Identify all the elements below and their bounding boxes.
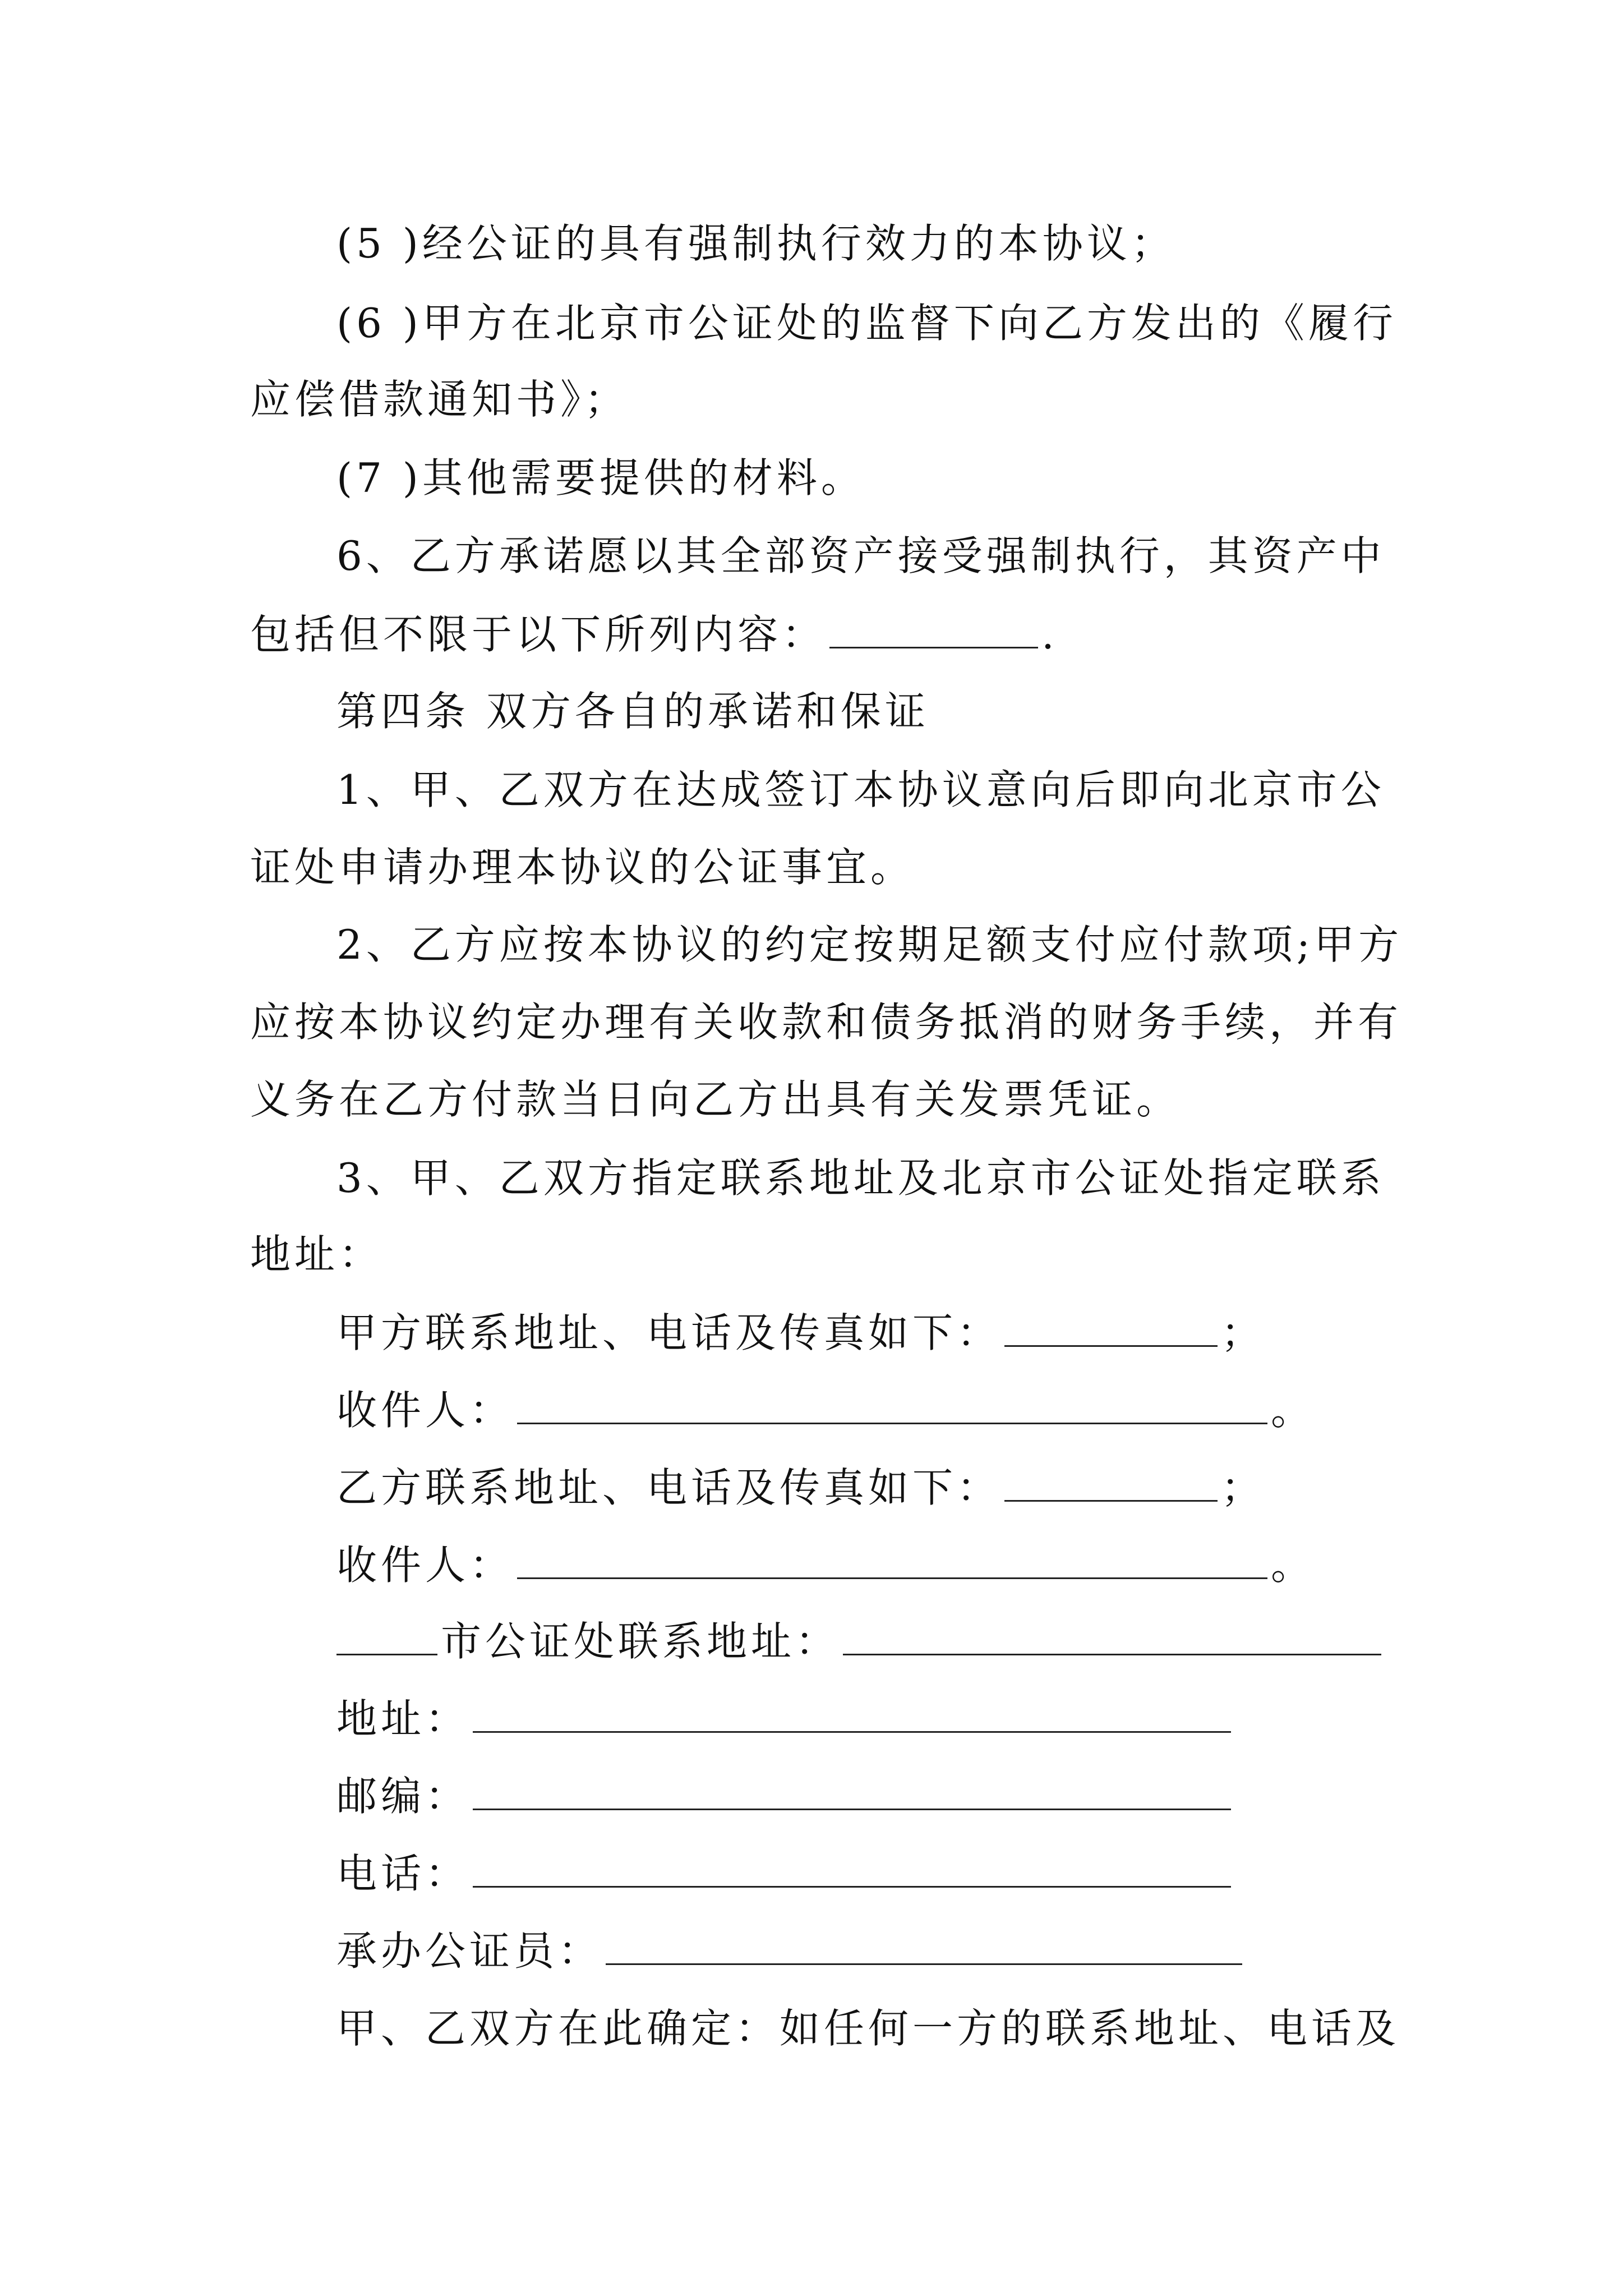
item-6-continuation-text: 应偿借款通知书》；	[250, 376, 629, 423]
clause-6-continuation-text: 包括但不限于以下所列内容：	[250, 611, 827, 658]
a4-clause-1-text: 1、甲、乙双方在达成签订本协议意向后即向北京市公	[336, 766, 1385, 813]
phone-blank[interactable]	[473, 1851, 1231, 1888]
a4-clause-2-line	[336, 919, 1403, 970]
a4-clause-1-continuation	[250, 841, 915, 893]
postcode-blank[interactable]	[473, 1774, 1231, 1810]
city-blank[interactable]	[336, 1619, 437, 1655]
article-4-heading-text: 第四条 双方各自的承诺和保证	[336, 688, 929, 735]
party-a-recipient-end: 。	[1271, 1387, 1316, 1434]
notary-officer-line	[336, 1925, 1246, 1977]
clause-6-text: 6、乙方承诺愿以其全部资产接受强制执行，其资产中	[336, 532, 1385, 579]
item-5-line	[336, 218, 1175, 269]
confirmation-line	[336, 2003, 1400, 2054]
item-7-text: (7 )其他需要提供的材料。	[336, 454, 865, 501]
party-b-contact-label: 乙方联系地址、电话及传真如下：	[336, 1464, 1002, 1511]
party-b-recipient-line	[336, 1539, 1315, 1591]
party-a-recipient-blank[interactable]	[517, 1388, 1267, 1424]
a4-clause-2-continuation-2-text: 义务在乙方付款当日向乙方出具有关发票凭证。	[250, 1076, 1181, 1123]
a4-clause-2-continuation-1-text: 应按本协议约定办理有关收款和债务抵消的财务手续，并有	[250, 999, 1403, 1046]
notary-officer-label: 承办公证员：	[336, 1927, 603, 1975]
party-a-recipient-line	[336, 1384, 1315, 1436]
a4-clause-3-line	[336, 1152, 1385, 1204]
item-7-line	[336, 452, 865, 504]
party-b-recipient-end: 。	[1271, 1542, 1316, 1589]
party-b-contact-blank[interactable]	[1004, 1465, 1218, 1502]
a4-clause-1-continuation-text: 证处申请办理本协议的公证事宜。	[250, 844, 915, 891]
address-blank[interactable]	[473, 1696, 1231, 1733]
notary-address-line	[336, 1616, 1385, 1667]
article-4-heading	[336, 685, 929, 737]
party-a-contact-blank[interactable]	[1004, 1310, 1218, 1347]
notary-address-label: 市公证处联系地址：	[441, 1618, 840, 1665]
party-a-contact-end: ；	[1221, 1309, 1266, 1356]
a4-clause-1-line	[336, 764, 1385, 816]
party-b-contact-end: ；	[1221, 1464, 1266, 1511]
item-6-text: (6 )甲方在北京市公证处的监督下向乙方发出的《履行	[336, 300, 1397, 347]
address-line	[336, 1693, 1234, 1745]
postcode-line	[336, 1770, 1234, 1822]
party-b-contact-line	[336, 1462, 1265, 1513]
phone-label: 电话：	[336, 1850, 470, 1897]
postcode-label: 邮编：	[336, 1773, 470, 1820]
clause-6-period: .	[1041, 611, 1058, 658]
item-6-continuation	[250, 374, 629, 425]
a4-clause-3-continuation-text: 地址：	[250, 1231, 384, 1278]
notary-officer-blank[interactable]	[606, 1929, 1242, 1965]
party-b-recipient-label: 收件人：	[336, 1542, 514, 1589]
a4-clause-2-continuation-1	[250, 996, 1402, 1048]
a4-clause-3-continuation	[250, 1228, 383, 1280]
party-a-contact-line	[336, 1307, 1265, 1359]
a4-clause-2-text: 2、乙方应按本协议的约定按期足额支付应付款项;甲方	[336, 921, 1403, 968]
party-a-contact-label: 甲方联系地址、电话及传真如下：	[336, 1309, 1002, 1356]
address-label: 地址：	[336, 1695, 470, 1742]
item-5-text: (5 )经公证的具有强制执行效力的本协议；	[336, 220, 1175, 267]
notary-address-blank[interactable]	[843, 1619, 1381, 1655]
phone-line	[336, 1848, 1234, 1899]
a4-clause-2-continuation-2	[250, 1074, 1181, 1125]
confirmation-text: 甲、乙双方在此确定：如任何一方的联系地址、电话及	[336, 2005, 1400, 2052]
clause-6-line	[336, 530, 1385, 582]
party-a-recipient-label: 收件人：	[336, 1387, 514, 1434]
clause-6-continuation	[250, 609, 1058, 660]
a4-clause-3-text: 3、甲、乙双方指定联系地址及北京市公证处指定联系	[336, 1154, 1385, 1202]
party-b-recipient-blank[interactable]	[517, 1543, 1267, 1579]
assets-blank[interactable]	[829, 612, 1038, 648]
item-6-line	[336, 297, 1397, 349]
